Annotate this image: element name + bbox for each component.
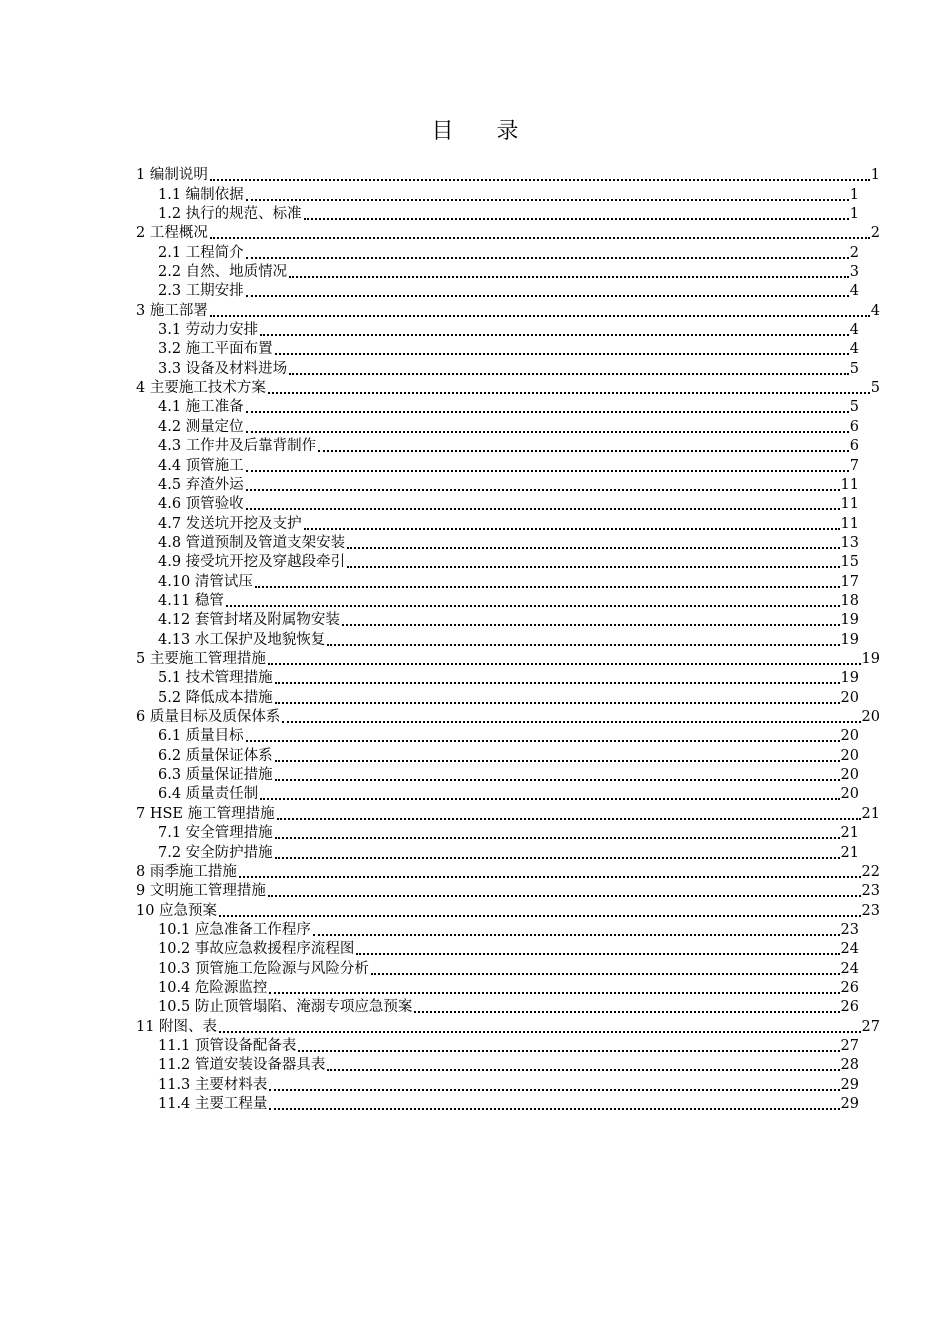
toc-section-entry[interactable] [158,534,859,553]
dot-leader [371,973,840,975]
toc-entry-label: 4.3 工作井及后靠背制作 [158,438,317,455]
dot-leader [219,915,860,917]
dot-leader [275,779,840,781]
dot-leader [275,857,840,859]
toc-page-number: 27 [861,1018,880,1035]
toc-section-entry[interactable] [158,572,859,591]
dot-leader [347,566,839,568]
toc-entry-label: 10 应急预案 [136,902,218,919]
toc-entry-label: 7.2 安全防护措施 [158,844,273,861]
toc-section-entry[interactable] [158,418,859,437]
toc-section-entry[interactable] [158,321,859,340]
toc-section-entry[interactable] [158,824,859,843]
toc-chapter-entry[interactable] [136,863,880,882]
dot-leader [268,392,870,394]
toc-section-entry[interactable] [158,766,859,785]
toc-page-number: 21 [840,825,859,842]
toc-chapter-entry[interactable] [136,650,880,669]
dot-leader [210,179,870,181]
toc-page-number: 4 [849,322,859,339]
toc-entry-label: 5.1 技术管理措施 [158,670,273,687]
toc-chapter-entry[interactable] [136,301,880,320]
dot-leader [246,431,849,433]
toc-page-number: 28 [840,1057,859,1074]
toc-page-number: 1 [849,186,859,203]
toc-section-entry[interactable] [158,456,859,475]
toc-entry-label: 9 文明施工管理措施 [136,883,266,900]
toc-entry-label: 7.1 安全管理措施 [158,825,273,842]
toc-entry-label: 1 编制说明 [136,167,208,184]
toc-section-entry[interactable] [158,592,859,611]
toc-entry-label: 8 雨季施工措施 [136,863,237,880]
toc-page-number: 29 [840,1076,859,1093]
toc-page-number: 24 [840,941,859,958]
toc-section-entry[interactable] [158,669,859,688]
toc-page-number: 11 [840,496,859,513]
toc-section-entry[interactable] [158,553,859,572]
toc-page-number: 7 [849,457,859,474]
toc-entry-label: 5.2 降低成本措施 [158,689,273,706]
toc-section-entry[interactable] [158,630,859,649]
toc-section-entry[interactable] [158,205,859,224]
dot-leader [246,740,840,742]
dot-leader [246,489,840,491]
toc-page-number: 26 [840,979,859,996]
toc-page-number: 20 [840,786,859,803]
toc-entry-label: 10.1 应急准备工作程序 [158,921,311,938]
toc-chapter-entry[interactable] [136,882,880,901]
toc-page-number: 5 [849,399,859,416]
toc-section-entry[interactable] [158,688,859,707]
toc-page-number: 17 [840,573,859,590]
toc-entry-label: 11.4 主要工程量 [158,1096,268,1113]
toc-section-entry[interactable] [158,185,859,204]
toc-page-number: 20 [861,709,880,726]
dot-leader [313,934,840,936]
dot-leader [282,721,860,723]
dot-leader [275,682,840,684]
dot-leader [318,450,849,452]
toc-entry-label: 2.2 自然、地质情况 [158,264,288,281]
dot-leader [268,663,861,665]
toc-entry-label: 3 施工部署 [136,302,208,319]
toc-chapter-entry[interactable] [136,805,880,824]
toc-section-entry[interactable] [158,340,859,359]
toc-page-number: 26 [840,999,859,1016]
dot-leader [246,257,849,259]
toc-page-number: 21 [861,805,880,822]
toc-entry-label: 3.1 劳动力安排 [158,322,259,339]
dot-leader [298,1050,839,1052]
dot-leader [246,508,840,510]
toc-chapter-entry[interactable] [136,1017,880,1036]
toc-chapter-entry[interactable] [136,708,880,727]
toc-section-entry[interactable] [158,437,859,456]
toc-page-number: 24 [840,960,859,977]
toc-section-entry[interactable] [158,263,859,282]
toc-entry-label: 4.13 水工保护及地貌恢复 [158,631,326,648]
toc-page-number: 23 [840,921,859,938]
toc-page-number: 5 [870,380,880,397]
dot-leader [255,586,840,588]
toc-page-number: 6 [849,438,859,455]
toc-page-number: 11 [840,476,859,493]
toc-page-number: 23 [861,902,880,919]
dot-leader [269,1089,839,1091]
toc-page-number: 23 [861,883,880,900]
toc-entry-label: 11 附图、表 [136,1018,218,1035]
toc-entry-label: 6.4 质量责任制 [158,786,259,803]
dot-leader [289,373,849,375]
toc-page-number: 19 [861,651,880,668]
toc-page-number: 15 [840,554,859,571]
toc-entry-label: 10.3 顶管施工危险源与风险分析 [158,960,369,977]
toc-entry-label: 10.4 危险源监控 [158,979,268,996]
dot-leader [246,199,849,201]
toc-entry-label: 2 工程概况 [136,225,208,242]
toc-entry-label: 11.2 管道安装设备器具表 [158,1057,326,1074]
toc-section-entry[interactable] [158,1075,859,1094]
dot-leader [260,798,839,800]
toc-entry-label: 3.3 设备及材料进场 [158,360,288,377]
toc-section-entry[interactable] [158,998,859,1017]
toc-section-entry[interactable] [158,727,859,746]
dot-leader [275,760,840,762]
toc-page-number: 13 [840,534,859,551]
toc-page-number: 27 [840,1038,859,1055]
toc-section-entry[interactable] [158,495,859,514]
dot-leader [347,547,839,549]
toc-page-number: 19 [840,670,859,687]
toc-page-number: 4 [849,341,859,358]
dot-leader [246,470,849,472]
dot-leader [246,295,849,297]
dot-leader [356,953,839,955]
dot-leader [304,528,840,530]
toc-entry-label: 6.1 质量目标 [158,728,244,745]
dot-leader [342,624,840,626]
toc-entry-label: 4.1 施工准备 [158,399,244,416]
toc-section-entry[interactable] [158,282,859,301]
toc-entry-label: 4.7 发送坑开挖及支护 [158,515,302,532]
dot-leader [275,353,849,355]
toc-section-entry[interactable] [158,476,859,495]
dot-leader [304,218,849,220]
toc-page-number: 3 [849,264,859,281]
toc-section-entry[interactable] [158,398,859,417]
dot-leader [327,644,839,646]
toc-page-number: 20 [840,689,859,706]
toc-page-number: 19 [840,612,859,629]
toc-section-entry[interactable] [158,940,859,959]
toc-page-number: 11 [840,515,859,532]
toc-entry-label: 10.5 防止顶管塌陷、淹溺专项应急预案 [158,999,413,1016]
dot-leader [414,1011,839,1013]
toc-page-number: 21 [840,844,859,861]
toc-title: 目 录 [431,119,537,144]
toc-page-number: 18 [840,592,859,609]
toc-chapter-entry[interactable] [136,166,880,185]
toc-page-number: 29 [840,1096,859,1113]
toc-entry-label: 2.1 工程简介 [158,244,244,261]
toc-entry-label: 11.3 主要材料表 [158,1076,268,1093]
toc-section-entry[interactable] [158,1056,859,1075]
toc-page-number: 2 [849,244,859,261]
toc-page-number: 4 [849,283,859,300]
toc-entry-label: 5 主要施工管理措施 [136,651,266,668]
dot-leader [219,1031,860,1033]
toc-page-number: 4 [870,302,880,319]
dot-leader [268,895,861,897]
toc-entry-label: 3.2 施工平面布置 [158,341,273,358]
toc-entry-label: 6.3 质量保证措施 [158,767,273,784]
dot-leader [260,334,849,336]
dot-leader [246,411,849,413]
toc-entry-label: 10.2 事故应急救援程序流程图 [158,941,355,958]
dot-leader [269,992,839,994]
toc-entry-label: 4.10 清管试压 [158,573,253,590]
dot-leader [275,702,840,704]
dot-leader [275,837,840,839]
toc-entry-label: 11.1 顶管设备配备表 [158,1038,297,1055]
toc-entry-label: 4.5 弃渣外运 [158,476,244,493]
toc-entry-label: 4.2 测量定位 [158,418,244,435]
toc-page-number: 1 [849,205,859,222]
dot-leader [210,315,870,317]
toc-entry-label: 7 HSE 施工管理措施 [136,805,275,822]
dot-leader [269,1108,839,1110]
toc-entry-label: 4.8 管道预制及管道支架安装 [158,534,346,551]
toc-entry-label: 1.2 执行的规范、标准 [158,205,302,222]
dot-leader [277,818,861,820]
toc-entry-label: 4.4 顶管施工 [158,457,244,474]
dot-leader [210,237,870,239]
toc-section-entry[interactable] [158,785,859,804]
toc-page-number: 22 [861,863,880,880]
toc-entry-label: 6.2 质量保证体系 [158,747,273,764]
toc-page-number: 6 [849,418,859,435]
dot-leader [226,605,840,607]
toc-section-entry[interactable] [158,979,859,998]
toc-page-number: 2 [870,225,880,242]
dot-leader [327,1069,839,1071]
toc-page-number: 1 [870,167,880,184]
toc-chapter-entry[interactable] [136,901,880,920]
toc-page-number: 20 [840,767,859,784]
toc-chapter-entry[interactable] [136,379,880,398]
dot-leader [289,276,849,278]
dot-leader [239,876,861,878]
toc-entry-label: 4.11 稳管 [158,592,224,609]
toc-page-number: 20 [840,728,859,745]
toc-page-number: 20 [840,747,859,764]
toc-section-entry[interactable] [158,959,859,978]
toc-entry-label: 4.9 接受坑开挖及穿越段牵引 [158,554,346,571]
toc-page-number: 19 [840,631,859,648]
toc-section-entry[interactable] [158,921,859,940]
toc-section-entry[interactable] [158,1095,859,1114]
toc-section-entry[interactable] [158,360,859,379]
toc-section-entry[interactable] [158,243,859,262]
toc-page-number: 5 [849,360,859,377]
toc-entry-label: 1.1 编制依据 [158,186,244,203]
toc-entry-label: 4 主要施工技术方案 [136,380,266,397]
toc-entry-label: 4.12 套管封堵及附属物安装 [158,612,340,629]
toc-entry-label: 4.6 顶管验收 [158,496,244,513]
toc-section-entry[interactable] [158,747,859,766]
toc-entry-label: 6 质量目标及质保体系 [136,709,281,726]
toc-chapter-entry[interactable] [136,224,880,243]
toc-section-entry[interactable] [158,1037,859,1056]
toc-section-entry[interactable] [158,611,859,630]
toc-entry-label: 2.3 工期安排 [158,283,244,300]
toc-section-entry[interactable] [158,514,859,533]
toc-section-entry[interactable] [158,843,859,862]
